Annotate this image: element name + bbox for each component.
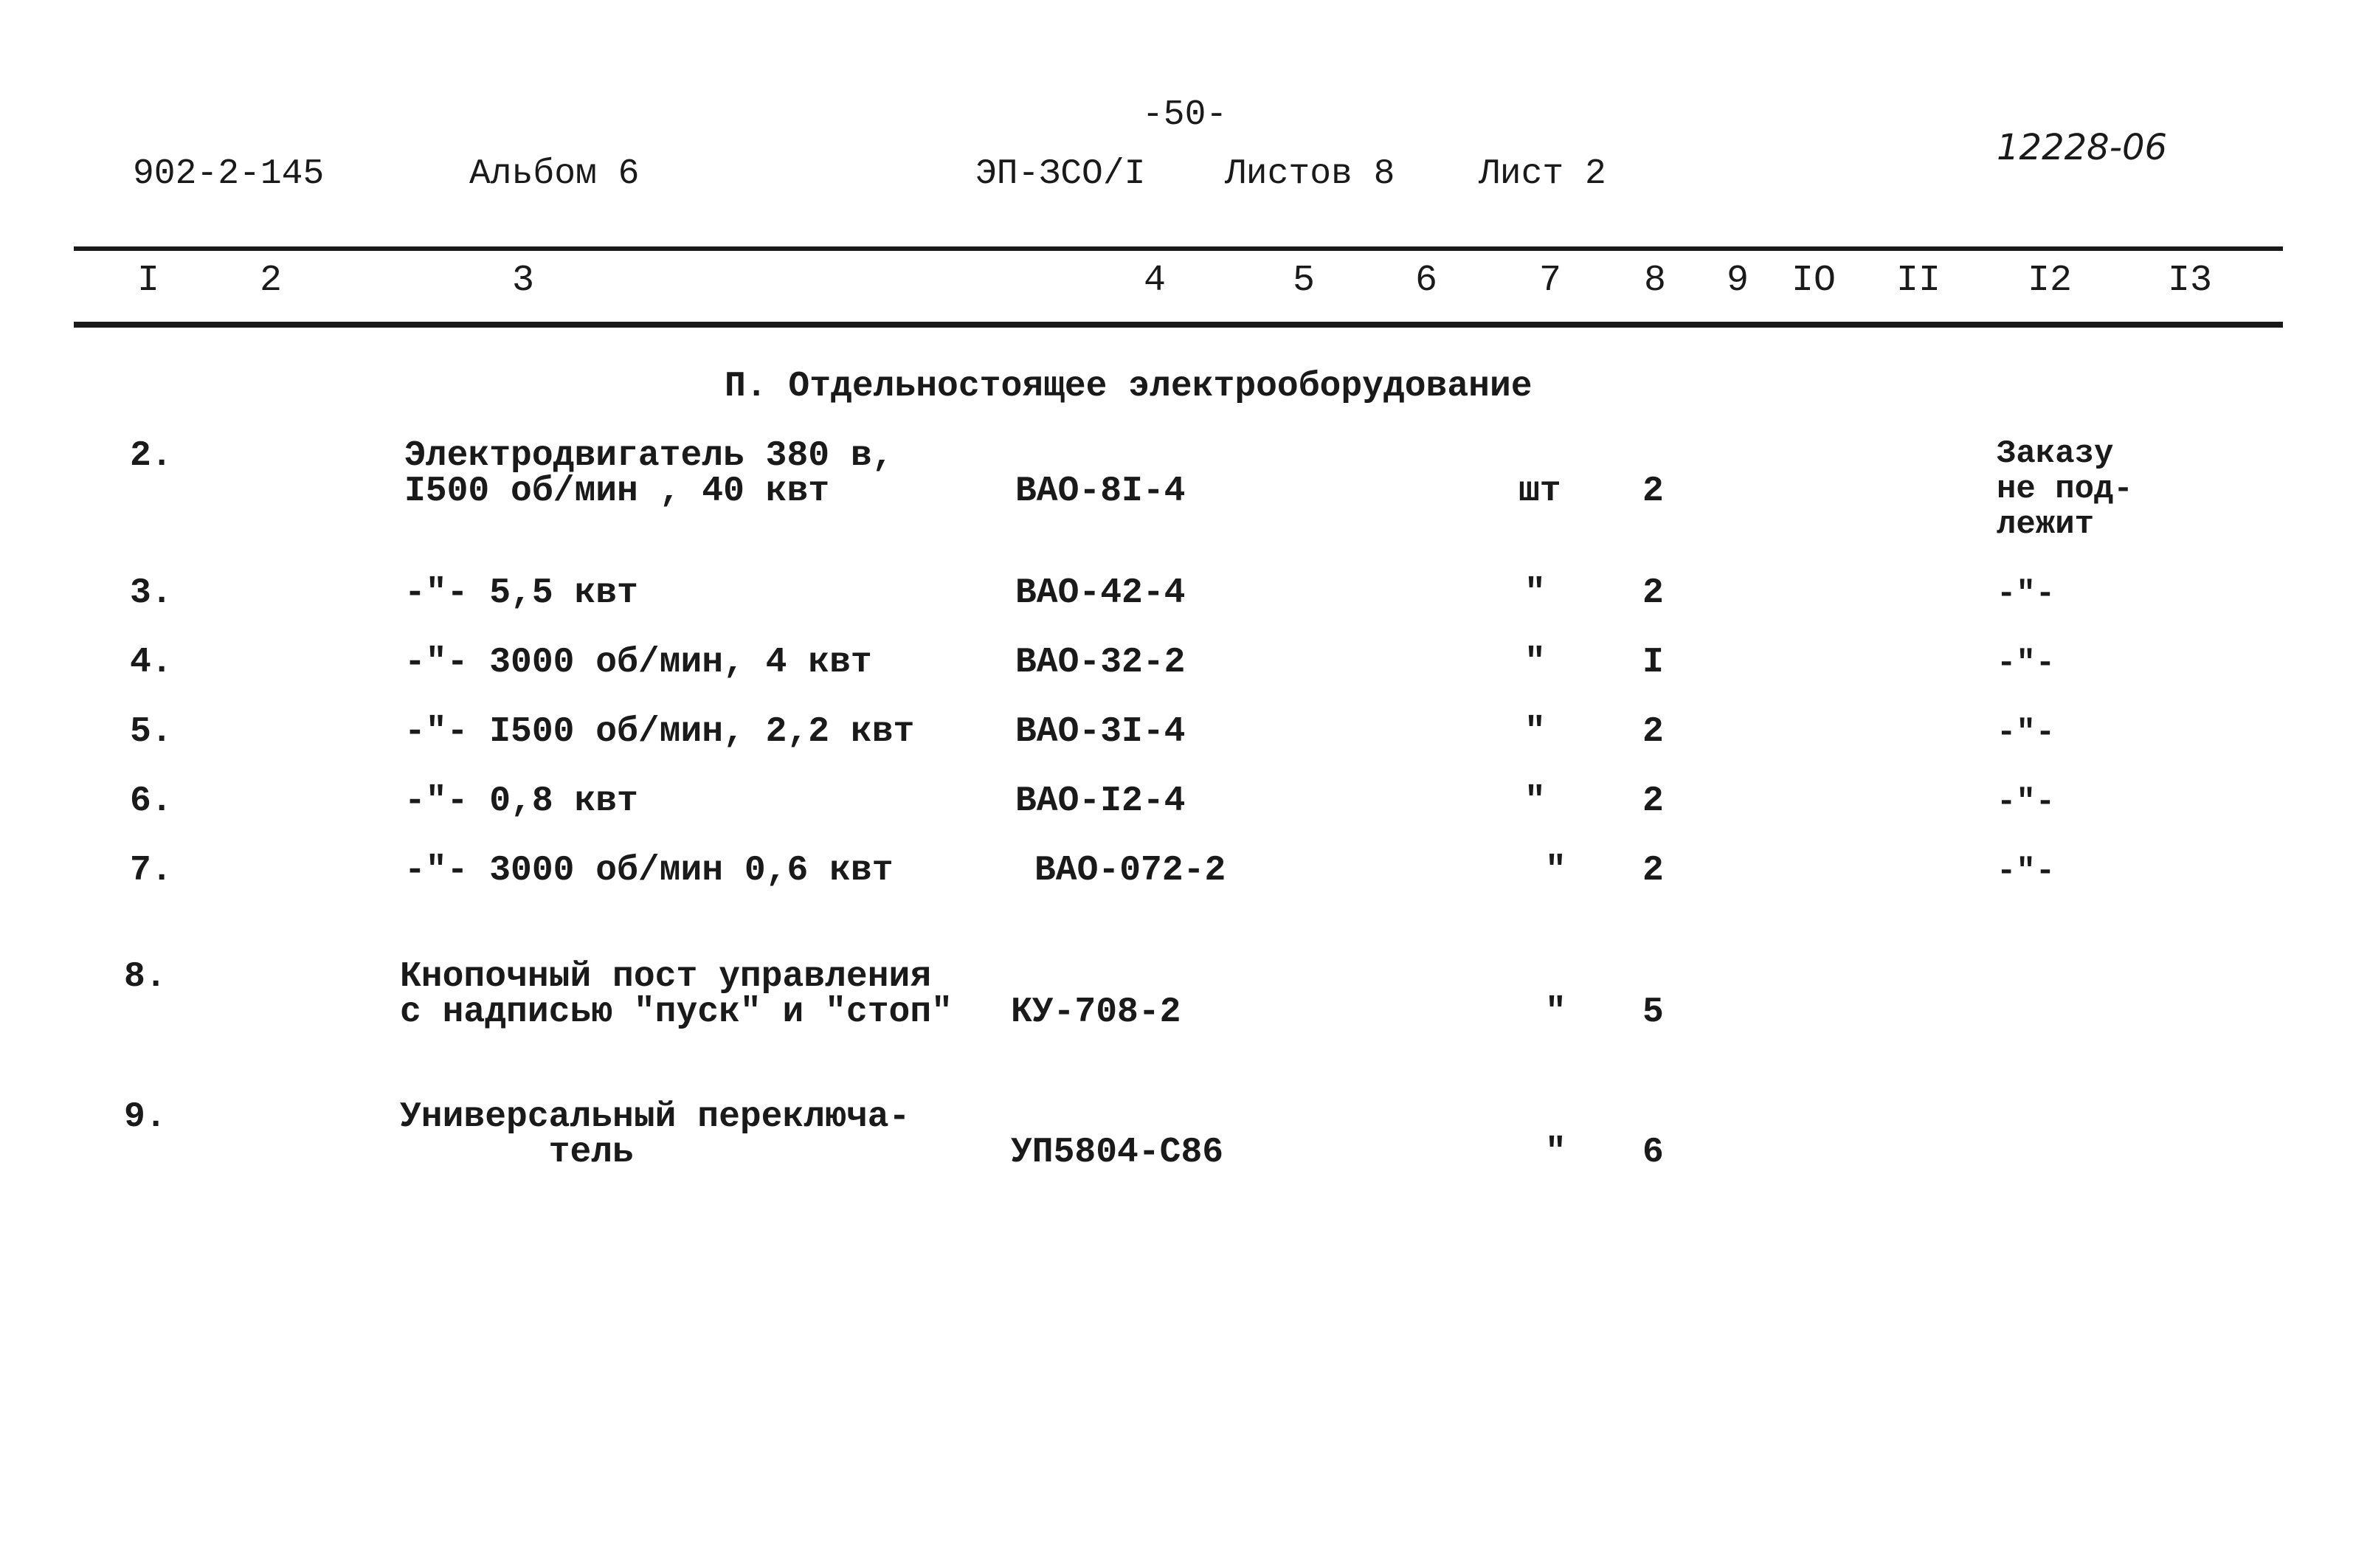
row-number: 2. (130, 436, 173, 476)
item-unit: " (1545, 992, 1566, 1032)
item-name: Универсальный переключа- (400, 1097, 911, 1137)
item-name: с надписью "пуск" и "стоп" (400, 992, 953, 1032)
item-note: -"- (1997, 784, 2056, 821)
item-name: Кнопочный пост управления (400, 957, 932, 997)
item-unit: " (1524, 781, 1546, 821)
item-quantity: 2 (1642, 472, 1664, 511)
item-note: -"- (1997, 853, 2056, 890)
item-unit: " (1524, 573, 1546, 613)
column-number: 3 (512, 260, 535, 302)
item-unit: " (1545, 1133, 1566, 1172)
item-name: -"- 0,8 квт (404, 781, 638, 821)
item-note: не под- (1997, 471, 2133, 508)
item-unit: шт (1518, 472, 1561, 511)
header-bottom-rule (74, 322, 2283, 328)
column-number: 4 (1144, 260, 1167, 302)
sheets-total: Листов 8 (1225, 154, 1395, 194)
column-number: 2 (260, 260, 283, 302)
item-quantity: 2 (1642, 781, 1664, 821)
item-name: -"- 5,5 квт (404, 573, 638, 613)
column-number: IO (1791, 260, 1837, 302)
column-number: 7 (1539, 260, 1562, 302)
item-name: тель (400, 1133, 634, 1172)
item-quantity: 2 (1642, 712, 1664, 752)
row-number: 7. (130, 851, 173, 891)
item-unit: " (1545, 851, 1566, 891)
column-number: I3 (2168, 260, 2213, 302)
item-name: Электродвигатель 380 в, (404, 436, 894, 476)
item-type: ВАО-072-2 (1034, 851, 1226, 891)
item-type: ВАО-I2-4 (1015, 781, 1186, 821)
item-name: -"- I500 об/мин, 2,2 квт (404, 712, 915, 752)
item-quantity: 6 (1642, 1133, 1664, 1172)
item-quantity: I (1642, 643, 1664, 683)
document-code: 902-2-145 (133, 154, 325, 194)
column-number: 6 (1415, 260, 1438, 302)
page-number: -50- (1142, 95, 1228, 135)
item-type: УП5804-С86 (1011, 1133, 1224, 1172)
item-note: лежит (1997, 506, 2095, 543)
item-type: ВАО-3I-4 (1015, 712, 1186, 752)
item-name: -"- 3000 об/мин, 4 квт (404, 643, 872, 683)
row-number: 8. (124, 957, 167, 997)
column-number: 5 (1293, 260, 1316, 302)
sheet-number: Лист 2 (1479, 154, 1606, 194)
row-number: 4. (130, 643, 173, 683)
item-type: КУ-708-2 (1011, 992, 1181, 1032)
column-number: 8 (1644, 260, 1667, 302)
item-note: Заказу (1997, 435, 2114, 472)
album-label: Альбом 6 (469, 154, 640, 194)
item-type: ВАО-42-4 (1015, 573, 1186, 613)
row-number: 5. (130, 712, 173, 752)
section-title: П. Отдельностоящее электрооборудование (725, 367, 1533, 407)
archive-number: 12228-06 (1997, 127, 2168, 168)
item-name: -"- 3000 об/мин 0,6 квт (404, 851, 894, 891)
item-note: -"- (1997, 645, 2056, 682)
item-note: -"- (1997, 576, 2056, 612)
row-number: 9. (124, 1097, 167, 1137)
column-number: I2 (2028, 260, 2073, 302)
drawing-code: ЭП-ЗСО/I (975, 154, 1146, 194)
column-number: I (137, 260, 160, 302)
item-type: ВАО-32-2 (1015, 643, 1186, 683)
item-note: -"- (1997, 714, 2056, 751)
item-quantity: 2 (1642, 573, 1664, 613)
column-number: II (1896, 260, 1941, 302)
row-number: 3. (130, 573, 173, 613)
column-number: 9 (1727, 260, 1749, 302)
item-name: I500 об/мин , 40 квт (404, 472, 830, 511)
item-unit: " (1524, 712, 1546, 752)
item-type: ВАО-8I-4 (1015, 472, 1186, 511)
item-unit: " (1524, 643, 1546, 683)
item-quantity: 5 (1642, 992, 1664, 1032)
item-quantity: 2 (1642, 851, 1664, 891)
row-number: 6. (130, 781, 173, 821)
header-top-rule (74, 246, 2283, 251)
